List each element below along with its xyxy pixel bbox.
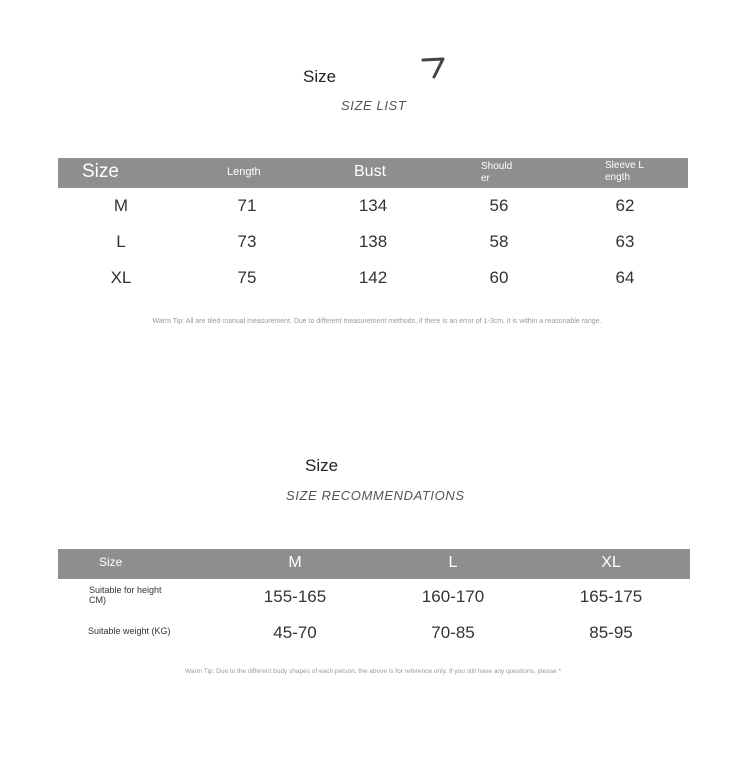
hook-decoration-icon bbox=[421, 56, 447, 82]
sleeve-cell: 62 bbox=[615, 196, 635, 215]
shoulder-cell: 56 bbox=[489, 196, 509, 215]
size-recommendations-warm-tip: Warm Tip: Due to the different body shapes of each person, the above is for reference only. If you still have any questions, please * bbox=[184, 668, 561, 675]
row-label-weight: Suitable weight (KG) bbox=[88, 626, 171, 636]
table-row bbox=[58, 196, 688, 218]
size-recommendations-title: Size bbox=[305, 456, 339, 475]
header-length: Length bbox=[227, 166, 261, 178]
sleeve-cell: 63 bbox=[615, 232, 635, 251]
size-recommendations-subtitle: SIZE RECOMMENDATIONS bbox=[286, 488, 465, 503]
size-list-title: Size bbox=[303, 67, 337, 86]
header-m: M bbox=[288, 554, 302, 571]
table-header-row bbox=[58, 549, 690, 579]
size-list-table bbox=[58, 158, 688, 298]
bust-cell: 142 bbox=[358, 268, 388, 287]
table-row bbox=[58, 585, 690, 611]
length-cell: 71 bbox=[237, 196, 257, 215]
weight-l-cell: 70-85 bbox=[431, 623, 475, 642]
size-cell: XL bbox=[110, 268, 132, 287]
shoulder-cell: 58 bbox=[489, 232, 509, 251]
weight-m-cell: 45-70 bbox=[273, 623, 317, 642]
length-cell: 73 bbox=[237, 232, 257, 251]
size-recommendations-table bbox=[58, 549, 690, 655]
size-list-subtitle: SIZE LIST bbox=[341, 98, 407, 113]
header-size: Size bbox=[82, 161, 119, 182]
table-header-row bbox=[58, 158, 688, 188]
size-cell: L bbox=[116, 232, 126, 251]
weight-xl-cell: 85-95 bbox=[589, 623, 633, 642]
table-row bbox=[58, 268, 688, 290]
header-sleeve-length: Sleeve L ength bbox=[605, 160, 644, 183]
table-row bbox=[58, 232, 688, 254]
bust-cell: 134 bbox=[358, 196, 388, 215]
size-cell: M bbox=[113, 196, 129, 215]
header-bust: Bust bbox=[354, 163, 387, 180]
sleeve-cell: 64 bbox=[615, 268, 635, 287]
table-row bbox=[58, 621, 690, 647]
height-xl-cell: 165-175 bbox=[579, 587, 643, 606]
row-label-height: Suitable for height CM) bbox=[89, 585, 162, 605]
shoulder-cell: 60 bbox=[489, 268, 509, 287]
bust-cell: 138 bbox=[358, 232, 388, 251]
header-size: Size bbox=[99, 555, 123, 569]
header-l: L bbox=[448, 554, 458, 571]
header-shoulder: Should er bbox=[481, 161, 513, 184]
length-cell: 75 bbox=[237, 268, 257, 287]
header-xl: XL bbox=[601, 554, 621, 571]
height-m-cell: 155-165 bbox=[263, 587, 327, 606]
size-list-warm-tip: Warm Tip: All are tiled manual measurement. Due to different measurement methods, if there is an error of 1-3cm, it is within a reasonable range. bbox=[152, 318, 602, 325]
height-l-cell: 160-170 bbox=[421, 587, 485, 606]
